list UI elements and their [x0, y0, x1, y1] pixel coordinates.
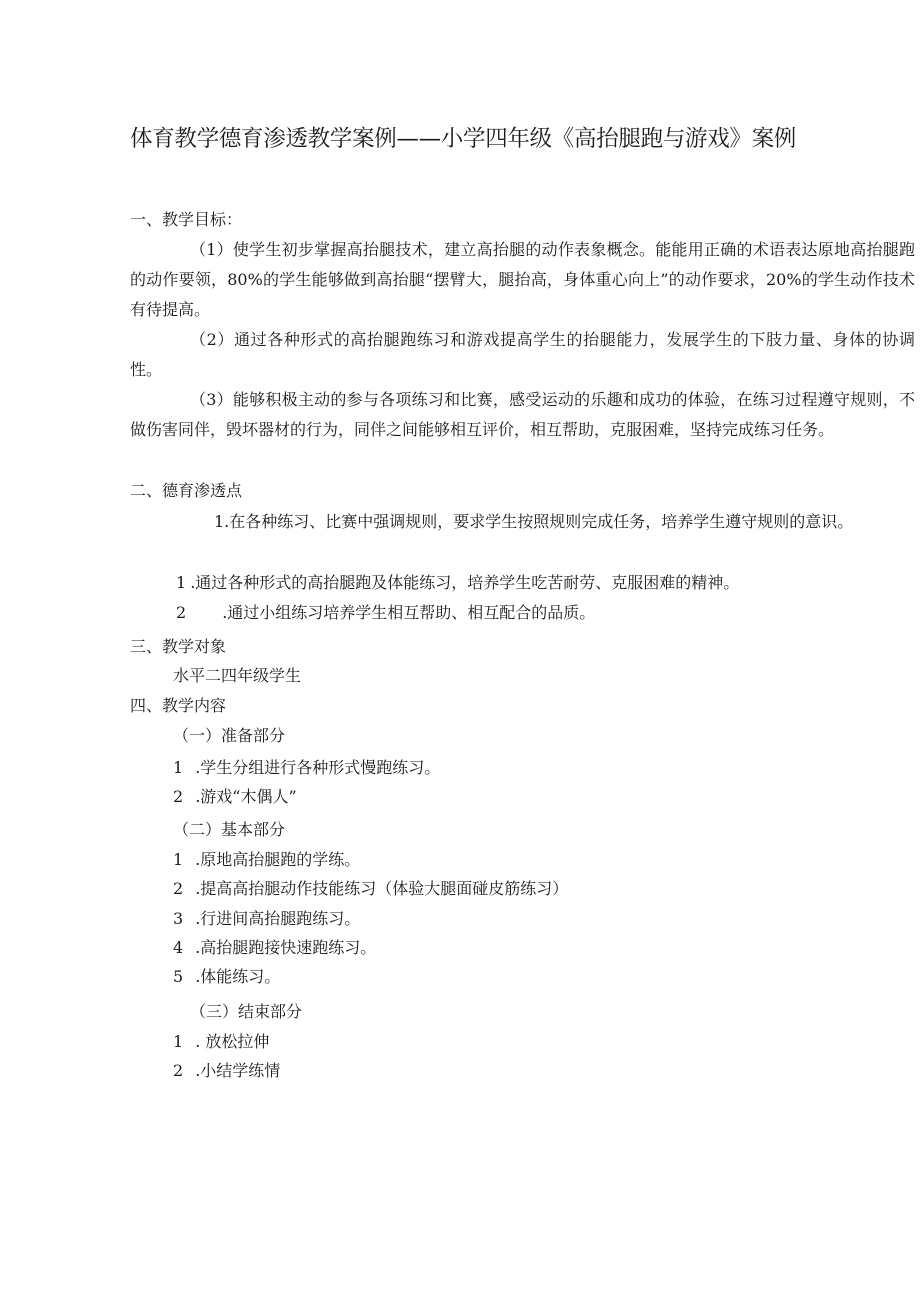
- item-text: .体能练习。: [195, 967, 281, 986]
- item-text: .原地高抬腿跑的学练。: [195, 850, 361, 869]
- list-item: [173, 967, 280, 987]
- item-text: .通过小组练习培养学生相互帮助、相互配合的品质。: [222, 603, 596, 622]
- item-number: 4: [173, 938, 184, 957]
- item-number: 2: [176, 603, 187, 622]
- list-item: [173, 758, 440, 778]
- objective-paragraph-3: （3）能够积极主动的参与各项练习和比赛，感受运动的乐趣和成功的体验，在练习过程遵守规则，不做伤害同伴，毁坏器材的行为，同伴之间能够相互评价，相互帮助，克服困难，坚持完成练习任务。: [130, 390, 915, 439]
- item-text: . 放松拉伸: [195, 1032, 270, 1051]
- list-item: [173, 1032, 269, 1052]
- item-number: 2: [173, 879, 184, 898]
- item-number: 2: [173, 1061, 184, 1080]
- moral-point-paragraph: 1.在各种练习、比赛中强调规则，要求学生按照规则完成任务，培养学生遵守规则的意识。: [214, 512, 854, 531]
- item-text: .游戏“木偶人”: [195, 787, 297, 806]
- item-number: 1: [173, 1032, 184, 1051]
- audience-text: 水平二四年级学生: [173, 666, 302, 685]
- item-text: .学生分组进行各种形式慢跑练习。: [195, 758, 441, 777]
- item-text: .行进间高抬腿跑练习。: [195, 909, 361, 928]
- item-text: .提高高抬腿动作技能练习（体验大腿面碰皮筋练习）: [195, 879, 569, 898]
- list-item: [173, 787, 297, 807]
- item-text: .高抬腿跑接快速跑练习。: [195, 938, 377, 957]
- part-label-preparation: （一）准备部分: [173, 726, 286, 745]
- list-item: [173, 938, 376, 958]
- item-text: .通过各种形式的高抬腿跑及体能练习，培养学生吃苦耐劳、克服困难的精神。: [190, 573, 740, 592]
- moral-point-item-1: [176, 573, 739, 593]
- item-number: 1: [173, 758, 184, 777]
- item-number: 5: [173, 967, 184, 986]
- list-item: [173, 850, 360, 870]
- section-heading-moral-points: 二、德育渗透点: [130, 481, 243, 500]
- document-title: 体育教学德育渗透教学案例——小学四年级《高抬腿跑与游戏》案例: [130, 126, 797, 152]
- item-text: .小结学练情: [195, 1061, 281, 1080]
- moral-point-item-2: [176, 603, 595, 623]
- item-number: 1: [173, 850, 184, 869]
- item-number: 2: [173, 787, 184, 806]
- section-heading-content: 四、教学内容: [130, 696, 227, 715]
- list-item: [173, 879, 568, 899]
- section-heading-objectives: 一、教学目标：: [130, 210, 243, 229]
- objective-paragraph-2: （2）通过各种形式的高抬腿跑练习和游戏提高学生的抬腿能力，发展学生的下肢力量、身体的协调性。: [130, 330, 915, 379]
- objective-paragraph-1: （1）使学生初步掌握高抬腿技术，建立高抬腿的动作表象概念。能能用正确的术语表达原地高抬腿跑的动作要领，80%的学生能够做到高抬腿“摆臂大，腿抬高，身体重心向上”的动作要求，20%的学生动作技术有待提高。: [130, 240, 915, 319]
- list-item: [173, 1061, 280, 1081]
- list-item: [173, 909, 360, 929]
- part-label-closing: （三）结束部分: [190, 1002, 303, 1021]
- section-heading-audience: 三、教学对象: [130, 637, 227, 656]
- item-number: 1: [176, 573, 187, 592]
- item-number: 3: [173, 909, 184, 928]
- part-label-basic: （二）基本部分: [173, 820, 286, 839]
